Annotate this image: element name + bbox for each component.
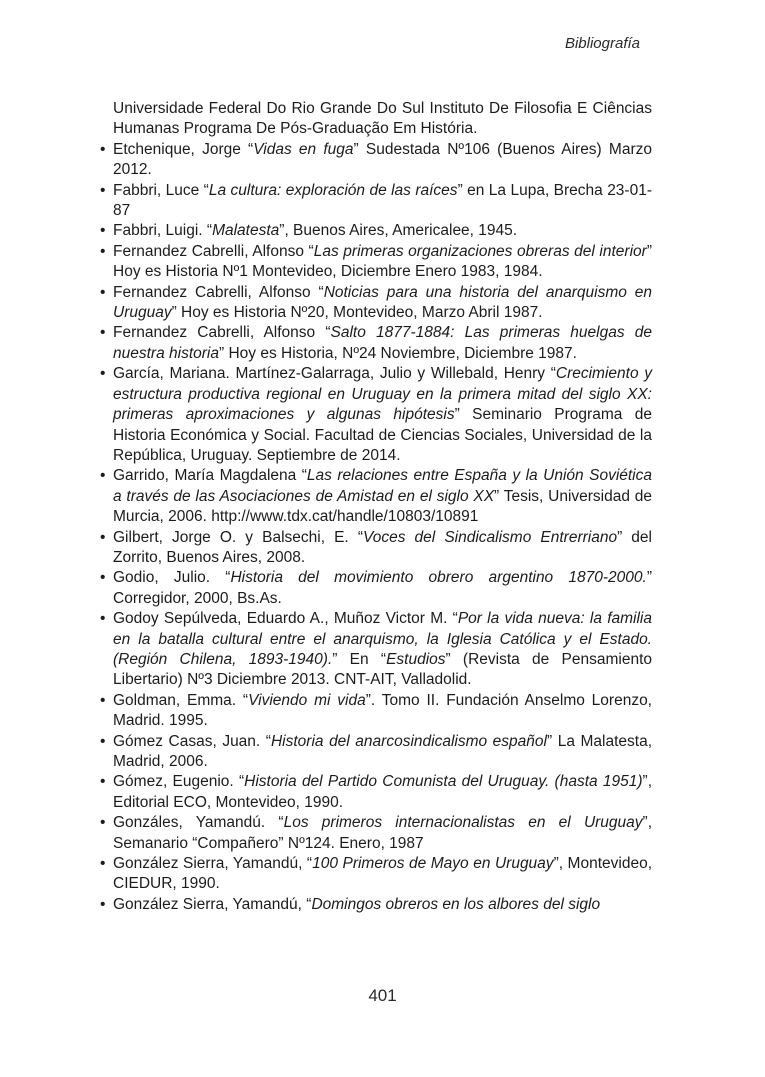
running-head: Bibliografía: [564, 35, 640, 52]
bibliography-entry: • García, Mariana. Martínez-Galarraga, Julio y Willebald, Henry “Crecimiento y estructura productiva regional en Uruguay en la primera mitad del siglo XX: primeras aproximaciones y algunas hipótesis” Seminario Programa de Historia Económica y Social. Facultad de Ciencias Sociales, Universidad de la República, Uruguay. Septiembre de 2014.: [113, 364, 652, 466]
work-title: Historia del Partido Comunista del Uruguay. (hasta 1951): [244, 773, 643, 791]
bibliography-entry: • Fabbri, Luce “La cultura: exploración de las raíces” en La Lupa, Brecha 23-01-87: [113, 181, 652, 222]
work-title: Historia del movimiento obrero argentino 1870-2000.: [230, 569, 647, 587]
bibliography-entry: • González Sierra, Yamandú, “Domingos obreros en los albores del siglo: [113, 895, 652, 915]
work-title: Las relaciones entre España y la Unión Soviética a través de las Asociaciones de Amistad en el siglo XX: [113, 467, 652, 505]
work-title: Las primeras organizaciones obreras del interior: [313, 242, 647, 260]
bibliography-entry: • Gómez, Eugenio. “Historia del Partido Comunista del Uruguay. (hasta 1951)”, Editorial ECO, Montevideo, 1990.: [113, 772, 652, 813]
bibliography-entry: • Fernandez Cabrelli, Alfonso “Las primeras organizaciones obreras del interior” Hoy es Historia Nº1 Montevideo, Diciembre Enero 1983, 1984.: [113, 242, 652, 283]
bibliography-entry: • Fabbri, Luigi. “Malatesta”, Buenos Aires, Americalee, 1945.: [113, 221, 652, 241]
work-title: Viviendo mi vida: [248, 691, 366, 709]
bibliography-entry: • Garrido, María Magdalena “Las relaciones entre España y la Unión Soviética a través de las Asociaciones de Amistad en el siglo XX” Tesis, Universidad de Murcia, 2006. http://www.tdx.cat/handle/10803/10891: [113, 466, 652, 527]
continued-entry: Universidade Federal Do Rio Grande Do Sul Instituto De Filosofia E Ciências Humanas Programa De Pós-Graduação Em História.: [113, 100, 652, 138]
work-title: 100 Primeros de Mayo en Uruguay: [312, 855, 554, 873]
work-title: Historia del anarcosindicalismo español: [270, 732, 547, 750]
work-title: Crecimiento y estructura productiva regional en Uruguay en la primera mitad del siglo XX: primeras aproximaciones y algunas hipótesis: [113, 365, 652, 424]
page-number: 401: [368, 986, 397, 1005]
journal-title: Estudios: [386, 650, 446, 668]
work-title: Los primeros internacionalistas en el Uruguay: [283, 814, 643, 832]
work-title: Domingos obreros en los albores del siglo: [311, 895, 601, 913]
work-title: Noticias para una historia del anarquismo en Uruguay: [113, 283, 653, 322]
work-title: La cultura: exploración de las raíces: [208, 181, 458, 199]
bibliography-entry: • Fernandez Cabrelli, Alfonso “Salto 1877-1884: Las primeras huelgas de nuestra historia” Hoy es Historia, Nº24 Noviembre, Diciembre 1987.: [113, 323, 652, 364]
work-title: Vidas en fuga: [253, 140, 354, 158]
bibliography-body: [113, 99, 652, 915]
work-title: Salto 1877-1884: Las primeras huelgas de nuestra historia: [113, 324, 652, 362]
bibliography-entry: • Godoy Sepúlveda, Eduardo A., Muñoz Victor M. “Por la vida nueva: la familia en la batalla cultural entre el anarquismo, la Iglesia Católica y el Estado. (Región Chilena, 1893-1940).” En “Estudios” (Revista de Pensamiento Libertario) Nº3 Diciembre 2013. CNT-AIT, Valladolid.: [113, 609, 652, 691]
work-title: Por la vida nueva: la familia en la batalla cultural entre el anarquismo, la Iglesia Católica y el Estado. (Región Chilena, 1893-1940).: [113, 610, 652, 668]
bibliography-entry: • González Sierra, Yamandú, “100 Primeros de Mayo en Uruguay”, Montevideo, CIEDUR, 1990.: [113, 854, 652, 895]
bibliography-entry: • Godio, Julio. “Historia del movimiento obrero argentino 1870-2000.” Corregidor, 2000, Bs.As.: [113, 568, 652, 609]
bibliography-entry: • Gonzáles, Yamandú. “Los primeros internacionalistas en el Uruguay”, Semanario “Compañero” Nº124. Enero, 1987: [113, 813, 652, 854]
bibliography-entry: • Gómez Casas, Juan. “Historia del anarcosindicalismo español” La Malatesta, Madrid, 2006.: [113, 732, 652, 773]
work-title: Voces del Sindicalismo Entrerriano: [362, 528, 618, 546]
work-title: Malatesta: [212, 222, 280, 240]
bibliography-entry: • Gilbert, Jorge O. y Balsechi, E. “Voces del Sindicalismo Entrerriano” del Zorrito, Buenos Aires, 2008.: [113, 528, 652, 569]
bibliography-entry: • Goldman, Emma. “Viviendo mi vida”. Tomo II. Fundación Anselmo Lorenzo, Madrid. 1995.: [113, 691, 652, 732]
bibliography-list: [113, 140, 652, 915]
bibliography-entry: • Fernandez Cabrelli, Alfonso “Noticias para una historia del anarquismo en Uruguay” Hoy es Historia Nº20, Montevideo, Marzo Abril 1987.: [113, 283, 652, 324]
bibliography-entry: • Etchenique, Jorge “Vidas en fuga” Sudestada Nº106 (Buenos Aires) Marzo 2012.: [113, 140, 652, 181]
